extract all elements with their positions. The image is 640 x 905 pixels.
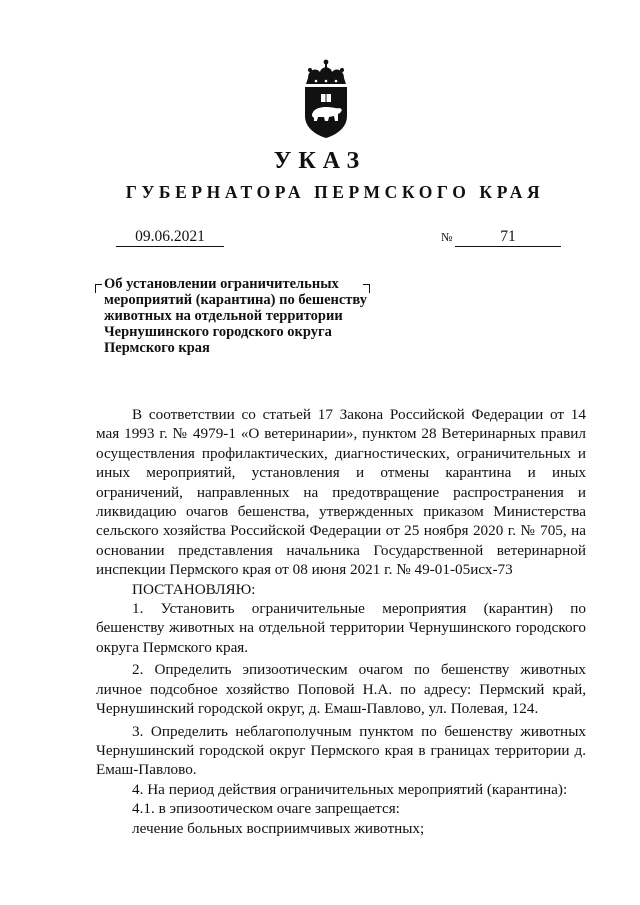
item-2-paragraph: 2. Определить эпизоотическим очагом по бешенству животных личное подсобное хозяйство Поповой Н.А. по адресу: Пермский край, Чернушинский городской округ, д. Емаш-Павлово, ул. Полевая, 124. — [96, 661, 586, 718]
perm-krai-coat-of-arms-emblem — [296, 58, 356, 140]
preamble-paragraph: В соответствии со статьей 17 Закона Российской Федерации от 14 мая 1993 г. № 4979-1 «О ветеринарии», пунктом 28 Ветеринарных правил осуществления профилактических, диагностических, ограничительных и иных мероприятий, установления и отмены карантина и иных ограничений, направленных на предотвращение распространения и ликвидацию очагов бешенства, утвержденных приказом Министерства сельского хозяйства Российской Федерации от 25 ноября 2020 г. № 705, на основании представления начальника Государственной ветеринарной инспекции Пермского края от 08 июня 2021 г. № 49-01-05исх-73 — [96, 406, 586, 579]
item-4-1-paragraph: 4.1. в эпизоотическом очаге запрещается: — [132, 800, 400, 818]
item-3-paragraph: 3. Определить неблагополучным пунктом по бешенству животных Чернушинский городской округ Пермского края в границах территории д. Емаш-Павлово. — [96, 722, 586, 779]
decree-keyword: ПОСТАНОВЛЯЮ: — [132, 580, 256, 598]
item-4-paragraph: 4. На период действия ограничительных мероприятий (карантина): — [132, 780, 568, 798]
number-sign: № — [441, 230, 453, 244]
item-1-paragraph: 1. Установить ограничительные мероприятия (карантин) по бешенству животных на отдельной территории Чернушинского городского округа Пермского края. — [96, 600, 586, 656]
decree-body — [96, 405, 586, 838]
decree-number: 71 — [455, 228, 561, 247]
decree-subject: Об установлении ограничительных мероприятий (карантина) по бешенству животных на отдельной территории Чернушинского городского округа Пермского края — [104, 276, 368, 356]
document-issuer: ГУБЕРНАТОРА ПЕРМСКОГО КРАЯ — [125, 182, 545, 202]
decree-date: 09.06.2021 — [116, 228, 224, 247]
subject-bracket-left — [95, 284, 102, 293]
item-4-1-a-paragraph: лечение больных восприимчивых животных; — [132, 819, 425, 837]
document-title: УКАЗ — [273, 148, 367, 174]
